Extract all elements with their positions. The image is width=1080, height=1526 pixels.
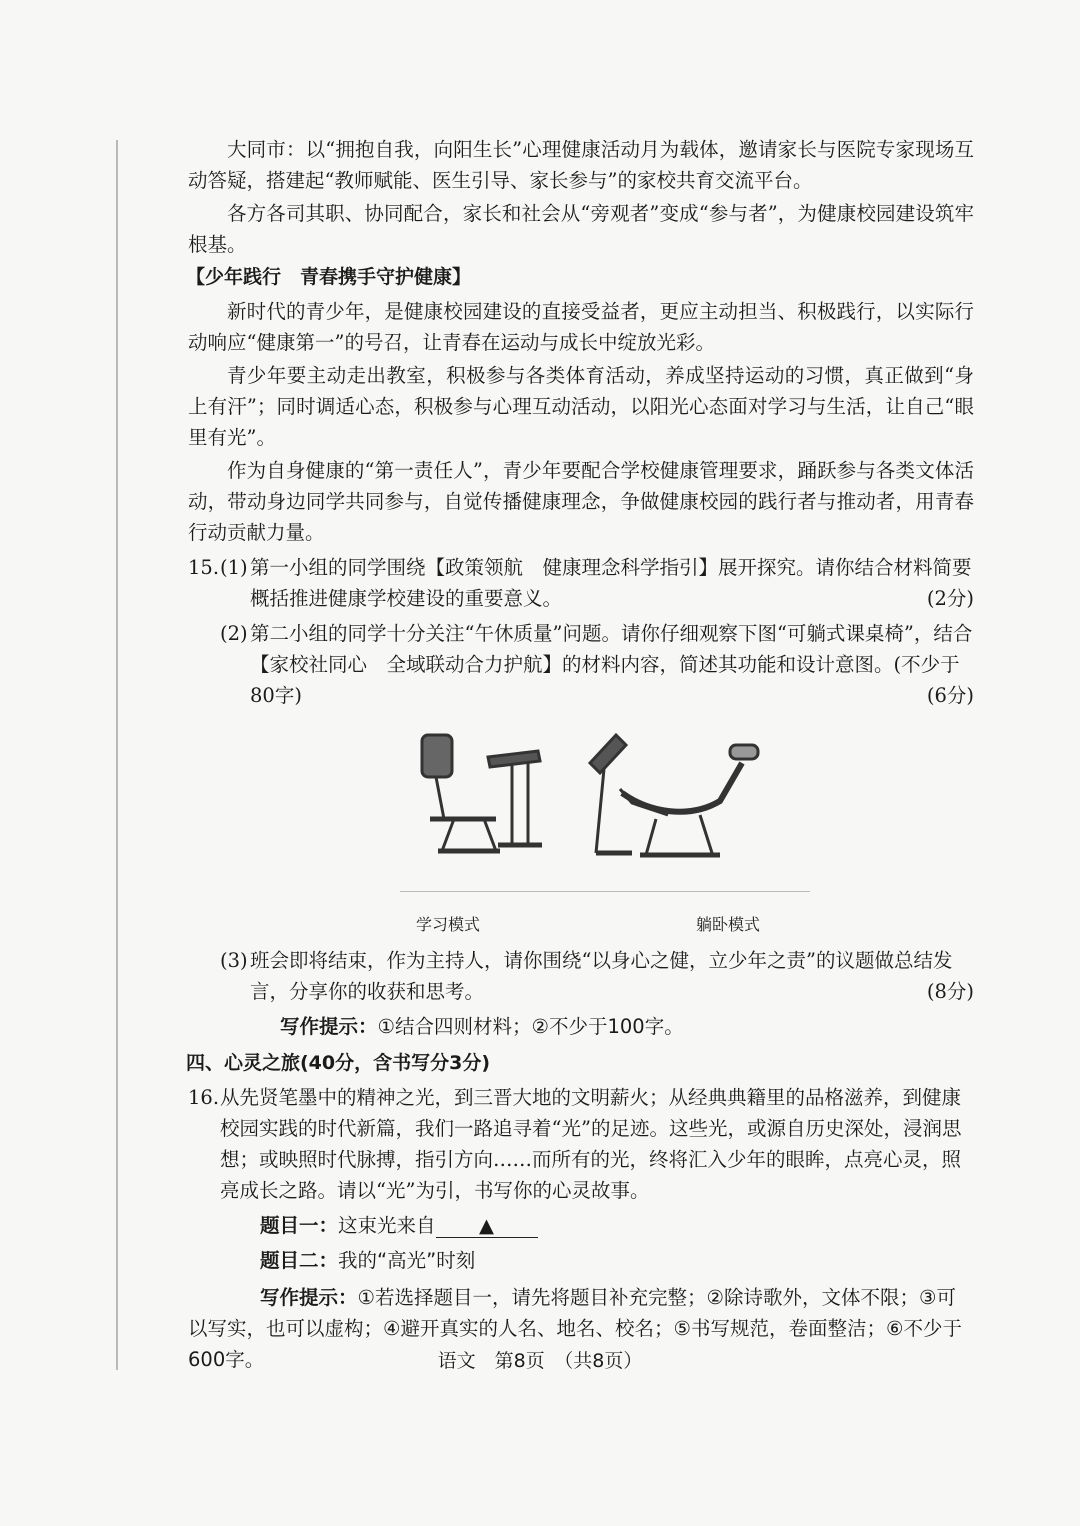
lying-mode-chair	[590, 735, 758, 855]
topic-two	[188, 1245, 974, 1276]
question-15-part-3	[188, 945, 974, 1007]
score-label: (2分)	[926, 587, 974, 610]
question-16	[188, 1082, 974, 1375]
topic-text: 这束光来自	[338, 1214, 436, 1237]
hint-text: ①结合四则材料；②不少于100字。	[377, 1015, 684, 1038]
study-mode-chair	[422, 735, 542, 851]
hint-text: ①若选择题目一，请先将题目补充完整；②除诗歌外，文体不限；③可以写实，也可以虚构；④避开真实的人名、地名、校名；⑤书写规范，卷面整洁；⑥不少于600字。	[188, 1286, 962, 1371]
question-number: 15.	[188, 556, 220, 579]
material-paragraph: 新时代的青少年，是健康校园建设的直接受益者，更应主动担当、积极践行，以实际行动响应“健康第一”的号召，让青春在运动与成长中绽放光彩。	[188, 300, 974, 354]
material-section-heading: 【少年践行 青春携手守护健康】	[186, 266, 472, 288]
sub-question-number: (3)	[220, 949, 248, 972]
material-paragraph: 青少年要主动走出教室，积极参与各类体育活动，养成坚持运动的习惯，真正做到“身上有汗”；同时调适心态，积极参与心理互动活动，以阳光心态面对学习与生活，让自己“眼里有光”。	[188, 364, 974, 449]
question-16-prompt: 从先贤笔墨中的精神之光，到三晋大地的文明薪火；从经典典籍里的品格滋养，到健康校园实践的时代新篇，我们一路追寻着“光”的足迹。这些光，或源自历史深处，浸润思想；或映照时代脉搏，指引方向……而所有的光，终将汇入少年的眼眸，点亮心灵，照亮成长之路。请以“光”为引，书写你的心灵故事。	[220, 1086, 962, 1202]
sub-question-number: (1)	[220, 556, 248, 579]
binding-margin-line	[116, 140, 118, 1370]
score-label: (6分)	[926, 684, 974, 707]
section-4-title: 四、心灵之旅(40分，含书写分3分)	[186, 1052, 491, 1074]
desk-chair-figure	[188, 723, 974, 941]
material-paragraph: 各方各司其职、协同配合，家长和社会从“旁观者”变成“参与者”，为健康校园建设筑牢根基。	[188, 202, 974, 256]
desk-chair-illustration	[400, 723, 810, 883]
sub-question-text: 第二小组的同学十分关注“午休质量”问题。请你仔细观察下图“可躺式课桌椅”，结合【家校社同心 全域联动合力护航】的材料内容，简述其功能和设计意图。(不少于80字)	[250, 622, 973, 707]
topic-label: 题目二：	[260, 1249, 339, 1272]
score-label: (8分)	[926, 980, 974, 1003]
topic-text: 我的“高光”时刻	[338, 1249, 476, 1272]
question-15-part-2	[188, 618, 974, 711]
figure-caption-lying-mode: 躺卧模式	[696, 915, 761, 934]
page-footer: 语文 第8页 （共8页）	[437, 1350, 643, 1372]
topic-label: 题目一：	[260, 1214, 339, 1237]
sub-question-number: (2)	[220, 622, 248, 645]
exam-page-content	[188, 134, 974, 1381]
figure-baseline	[400, 891, 810, 892]
question-15-part-1	[188, 552, 974, 614]
figure-caption-study-mode: 学习模式	[416, 915, 481, 934]
sub-question-text: 第一小组的同学围绕【政策领航 健康理念科学指引】展开探究。请你结合材料简要概括推进健康学校建设的重要意义。	[250, 556, 972, 610]
topic-fill-blank: ▲	[436, 1215, 538, 1238]
hint-label: 写作提示：	[260, 1286, 358, 1309]
material-paragraph: 大同市：以“拥抱自我，向阳生长”心理健康活动月为载体，邀请家长与医院专家现场互动答疑，搭建起“教师赋能、医生引导、家长参与”的家校共育交流平台。	[188, 138, 974, 192]
hint-label: 写作提示：	[280, 1015, 378, 1038]
question-number: 16.	[188, 1086, 220, 1109]
writing-hint-15	[188, 1011, 974, 1042]
topic-one	[188, 1210, 974, 1241]
question-15	[188, 552, 974, 1042]
material-paragraph: 作为自身健康的“第一责任人”，青少年要配合学校健康管理要求，踊跃参与各类文体活动，带动身边同学共同参与，自觉传播健康理念，争做健康校园的践行者与推动者，用青春行动贡献力量。	[188, 459, 974, 544]
sub-question-text: 班会即将结束，作为主持人，请你围绕“以身心之健，立少年之责”的议题做总结发言，分享你的收获和思考。	[250, 949, 953, 1003]
